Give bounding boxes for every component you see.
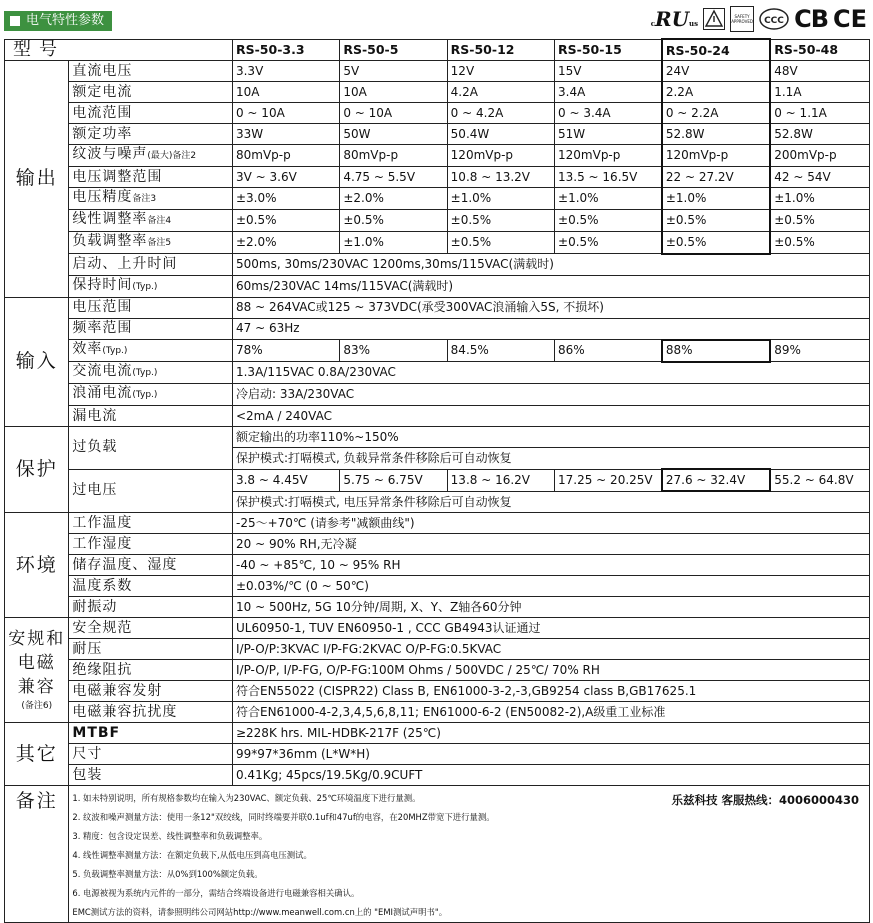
value-cell: 120mVp-p	[662, 145, 770, 167]
row-label: MTBF	[69, 723, 233, 744]
value-cell: 保护模式:打嗝模式, 负载异常条件移除后可自动恢复	[232, 448, 869, 470]
row-label: 纹波与噪声(最大)备注2	[69, 145, 233, 167]
value-cell: -40 ~ +85℃, 10 ~ 95% RH	[232, 555, 869, 576]
note-line: 1. 如未特别说明，所有规格参数均在输入为230VAC、额定负载、25℃环境温度下进行量测。	[72, 793, 421, 803]
model-cell-highlighted: RS-50-24	[662, 39, 770, 61]
section-title	[4, 11, 112, 31]
value-cell: 24V	[662, 61, 770, 82]
value-cell: 51W	[555, 124, 662, 145]
value-cell: 冷启动: 33A/230VAC	[232, 384, 869, 406]
spec-table	[4, 38, 870, 923]
value-cell: 4.2A	[447, 82, 554, 103]
value-cell: 88 ~ 264VAC或125 ~ 373VDC(承受300VAC浪涌输入5S, 不损坏)	[232, 297, 869, 318]
value-cell: ±1.0%	[447, 188, 554, 210]
row-label: 工作湿度	[69, 534, 233, 555]
note-line: 6. 电源被视为系统内元件的一部分，需结合终端设备进行电磁兼容相关确认。	[72, 888, 360, 898]
value-cell: 83%	[340, 340, 447, 362]
table-row	[5, 145, 870, 167]
value-cell: 符合EN61000-4-2,3,4,5,6,8,11; EN61000-6-2 (EN50082-2),A级重工业标准	[232, 702, 869, 723]
value-cell: 52.8W	[662, 124, 770, 145]
value-cell: 20 ~ 90% RH,无冷凝	[232, 534, 869, 555]
category-output: 输出	[5, 61, 69, 298]
row-label: 启动、上升时间	[69, 254, 233, 276]
value-cell: 5V	[340, 61, 447, 82]
model-cell: RS-50-48	[770, 39, 869, 61]
row-label: 绝缘阻抗	[69, 660, 233, 681]
value-cell: ±0.5%	[555, 232, 662, 254]
value-cell: ±1.0%	[555, 188, 662, 210]
table-row	[5, 406, 870, 427]
table-row	[5, 765, 870, 786]
row-label: 额定电流	[69, 82, 233, 103]
value-cell: I/P-O/P:3KVAC I/P-FG:2KVAC O/P-FG:0.5KVAC	[232, 639, 869, 660]
value-cell: 84.5%	[447, 340, 554, 362]
row-label: 保持时间(Typ.)	[69, 275, 233, 297]
row-label: 尺寸	[69, 744, 233, 765]
row-label: 工作温度	[69, 513, 233, 534]
value-cell: 0 ~ 4.2A	[447, 103, 554, 124]
table-row	[5, 597, 870, 618]
table-row	[5, 744, 870, 765]
safety-approved-logo: SAFETY APPROVED	[730, 6, 754, 32]
note-line: EMC测试方法的资料，请参照明纬公司网站http://www.meanwell.com.cn上的 "EMI测试声明书"。	[72, 907, 448, 917]
value-cell: 13.8 ~ 16.2V	[447, 469, 554, 491]
table-row	[5, 681, 870, 702]
value-cell: ±0.5%	[555, 210, 662, 232]
value-cell: 10A	[340, 82, 447, 103]
value-cell: ±2.0%	[232, 232, 339, 254]
table-row	[5, 82, 870, 103]
row-label: 过电压	[69, 469, 233, 513]
table-row	[5, 232, 870, 254]
table-row	[5, 702, 870, 723]
warning-triangle-icon	[703, 8, 725, 30]
table-row	[5, 618, 870, 639]
value-cell: 200mVp-p	[770, 145, 869, 167]
value-cell: <2mA / 240VAC	[232, 406, 869, 427]
value-cell: 1.3A/115VAC 0.8A/230VAC	[232, 362, 869, 384]
hotline-text: 乐兹科技 客服热线：4006000430	[671, 793, 859, 807]
section-title-text: 电气特性参数	[26, 13, 105, 28]
value-cell: I/P-O/P, I/P-FG, O/P-FG:100M Ohms / 500VDC / 25℃/ 70% RH	[232, 660, 869, 681]
row-label: 线性调整率备注4	[69, 210, 233, 232]
value-cell: -25～+70℃ (请参考"减额曲线")	[232, 513, 869, 534]
row-label: 包装	[69, 765, 233, 786]
table-row	[5, 210, 870, 232]
value-cell: ±0.5%	[447, 232, 554, 254]
note-line: 4. 线性调整率测量方法：在额定负载下,从低电压到高电压测试。	[72, 850, 312, 860]
value-cell: 0 ~ 10A	[232, 103, 339, 124]
value-cell: ±2.0%	[340, 188, 447, 210]
row-label: 电压范围	[69, 297, 233, 318]
value-cell: 10 ~ 500Hz, 5G 10分钟/周期, X、Y、Z轴各60分钟	[232, 597, 869, 618]
value-cell: 3V ~ 3.6V	[232, 167, 339, 188]
row-label: 额定功率	[69, 124, 233, 145]
value-cell: 60ms/230VAC 14ms/115VAC(满载时)	[232, 275, 869, 297]
table-row	[5, 427, 870, 448]
table-row	[5, 513, 870, 534]
value-cell: ±1.0%	[770, 188, 869, 210]
value-cell: 保护模式:打嗝模式, 电压异常条件移除后可自动恢复	[232, 491, 869, 513]
value-cell: ±1.0%	[340, 232, 447, 254]
value-cell: 0.41Kg; 45pcs/19.5Kg/0.9CUFT	[232, 765, 869, 786]
value-cell: 80mVp-p	[232, 145, 339, 167]
row-label: 电磁兼容抗扰度	[69, 702, 233, 723]
value-cell: 3.4A	[555, 82, 662, 103]
value-cell: 22 ~ 27.2V	[662, 167, 770, 188]
row-label: 效率(Typ.)	[69, 340, 233, 362]
value-cell: 50W	[340, 124, 447, 145]
value-cell: ±0.5%	[232, 210, 339, 232]
row-label: 电压调整范围	[69, 167, 233, 188]
value-cell-highlighted: 88%	[662, 340, 770, 362]
value-cell: 10.8 ~ 13.2V	[447, 167, 554, 188]
value-cell: 0 ~ 2.2A	[662, 103, 770, 124]
value-cell: 78%	[232, 340, 339, 362]
ce-logo: CE	[832, 5, 867, 33]
table-row	[5, 188, 870, 210]
model-cell: RS-50-5	[340, 39, 447, 61]
value-cell: 3.8 ~ 4.45V	[232, 469, 339, 491]
notes-cell	[69, 786, 870, 923]
certification-marks	[651, 4, 867, 34]
row-label: 耐振动	[69, 597, 233, 618]
value-cell: 符合EN55022 (CISPR22) Class B, EN61000-3-2,-3,GB9254 class B,GB17625.1	[232, 681, 869, 702]
category-protection: 保护	[5, 427, 69, 513]
value-cell: 47 ~ 63Hz	[232, 318, 869, 340]
table-row	[5, 61, 870, 82]
value-cell: 99*97*36mm (L*W*H)	[232, 744, 869, 765]
row-label: 浪涌电流(Typ.)	[69, 384, 233, 406]
value-cell: 1.1A	[770, 82, 869, 103]
value-cell: 3.3V	[232, 61, 339, 82]
table-row	[5, 555, 870, 576]
model-label: 型号	[5, 39, 233, 61]
value-cell: 2.2A	[662, 82, 770, 103]
value-cell: 33W	[232, 124, 339, 145]
value-cell: 120mVp-p	[555, 145, 662, 167]
ul-recognized-logo: cRUus	[650, 7, 699, 31]
value-cell: 120mVp-p	[447, 145, 554, 167]
category-others: 其它	[5, 723, 69, 786]
table-row	[5, 275, 870, 297]
row-label: 耐压	[69, 639, 233, 660]
model-row	[5, 39, 870, 61]
value-cell: 42 ~ 54V	[770, 167, 869, 188]
row-label: 频率范围	[69, 318, 233, 340]
note-line: 2. 纹波和噪声测量方法：使用一条12"双绞线，同时终端要并联0.1uf和47uf的电容，在20MHZ带宽下进行量测。	[72, 812, 495, 822]
table-row	[5, 723, 870, 744]
value-cell-highlighted: 27.6 ~ 32.4V	[662, 469, 770, 491]
svg-text:CCC: CCC	[764, 16, 784, 26]
category-notes: 备注	[5, 786, 69, 923]
ccc-logo	[759, 8, 789, 30]
value-cell: ≥228K hrs. MIL-HDBK-217F (25℃)	[232, 723, 869, 744]
value-cell: 5.75 ~ 6.75V	[340, 469, 447, 491]
value-cell: 15V	[555, 61, 662, 82]
value-cell: 0 ~ 10A	[340, 103, 447, 124]
row-label: 安全规范	[69, 618, 233, 639]
model-cell: RS-50-12	[447, 39, 554, 61]
table-row	[5, 318, 870, 340]
value-cell: ±1.0%	[662, 188, 770, 210]
table-row	[5, 660, 870, 681]
value-cell: 89%	[770, 340, 869, 362]
value-cell: 17.25 ~ 20.25V	[555, 469, 662, 491]
table-row	[5, 167, 870, 188]
value-cell: 50.4W	[447, 124, 554, 145]
top-bar	[0, 0, 873, 38]
value-cell: 10A	[232, 82, 339, 103]
value-cell: ±0.5%	[770, 210, 869, 232]
notes-row	[5, 786, 870, 923]
row-label: 电流范围	[69, 103, 233, 124]
value-cell: 48V	[770, 61, 869, 82]
value-cell: ±0.5%	[662, 232, 770, 254]
table-row	[5, 362, 870, 384]
row-label: 储存温度、湿度	[69, 555, 233, 576]
table-row	[5, 639, 870, 660]
model-cell: RS-50-15	[555, 39, 662, 61]
value-cell: ±3.0%	[232, 188, 339, 210]
cb-logo: CB	[794, 5, 828, 33]
table-row	[5, 124, 870, 145]
table-row	[5, 576, 870, 597]
value-cell: UL60950-1, TUV EN60950-1 , CCC GB4943认证通过	[232, 618, 869, 639]
note-line: 3. 精度：包含设定误差、线性调整率和负载调整率。	[72, 831, 268, 841]
value-cell: 4.75 ~ 5.5V	[340, 167, 447, 188]
value-cell: ±0.03%/℃ (0 ~ 50℃)	[232, 576, 869, 597]
value-cell: ±0.5%	[447, 210, 554, 232]
value-cell: 额定输出的功率110%~150%	[232, 427, 869, 448]
table-row	[5, 469, 870, 491]
value-cell: 13.5 ~ 16.5V	[555, 167, 662, 188]
value-cell: 0 ~ 3.4A	[555, 103, 662, 124]
value-cell: 86%	[555, 340, 662, 362]
row-label: 电磁兼容发射	[69, 681, 233, 702]
table-row	[5, 534, 870, 555]
row-label: 交流电流(Typ.)	[69, 362, 233, 384]
value-cell: ±0.5%	[770, 232, 869, 254]
row-label: 过负载	[69, 427, 233, 470]
value-cell: 12V	[447, 61, 554, 82]
table-row	[5, 297, 870, 318]
value-cell: 80mVp-p	[340, 145, 447, 167]
category-environment: 环境	[5, 513, 69, 618]
value-cell: 0 ~ 1.1A	[770, 103, 869, 124]
table-row	[5, 103, 870, 124]
note-line: 5. 负载调整率测量方法：从0%到100%额定负载。	[72, 869, 263, 879]
row-label: 直流电压	[69, 61, 233, 82]
value-cell: 55.2 ~ 64.8V	[770, 469, 869, 491]
value-cell: ±0.5%	[340, 210, 447, 232]
table-row	[5, 340, 870, 362]
category-input: 输入	[5, 297, 69, 427]
row-label: 漏电流	[69, 406, 233, 427]
category-safety-emc: 安规和 电磁 兼容 (备注6)	[5, 618, 69, 723]
row-label: 电压精度备注3	[69, 188, 233, 210]
value-cell: 52.8W	[770, 124, 869, 145]
row-label: 负载调整率备注5	[69, 232, 233, 254]
table-row	[5, 254, 870, 276]
value-cell: ±0.5%	[662, 210, 770, 232]
table-row	[5, 384, 870, 406]
square-bullet-icon	[10, 16, 20, 26]
model-cell: RS-50-3.3	[232, 39, 339, 61]
value-cell: 500ms, 30ms/230VAC 1200ms,30ms/115VAC(满载时)	[232, 254, 869, 276]
row-label: 温度系数	[69, 576, 233, 597]
